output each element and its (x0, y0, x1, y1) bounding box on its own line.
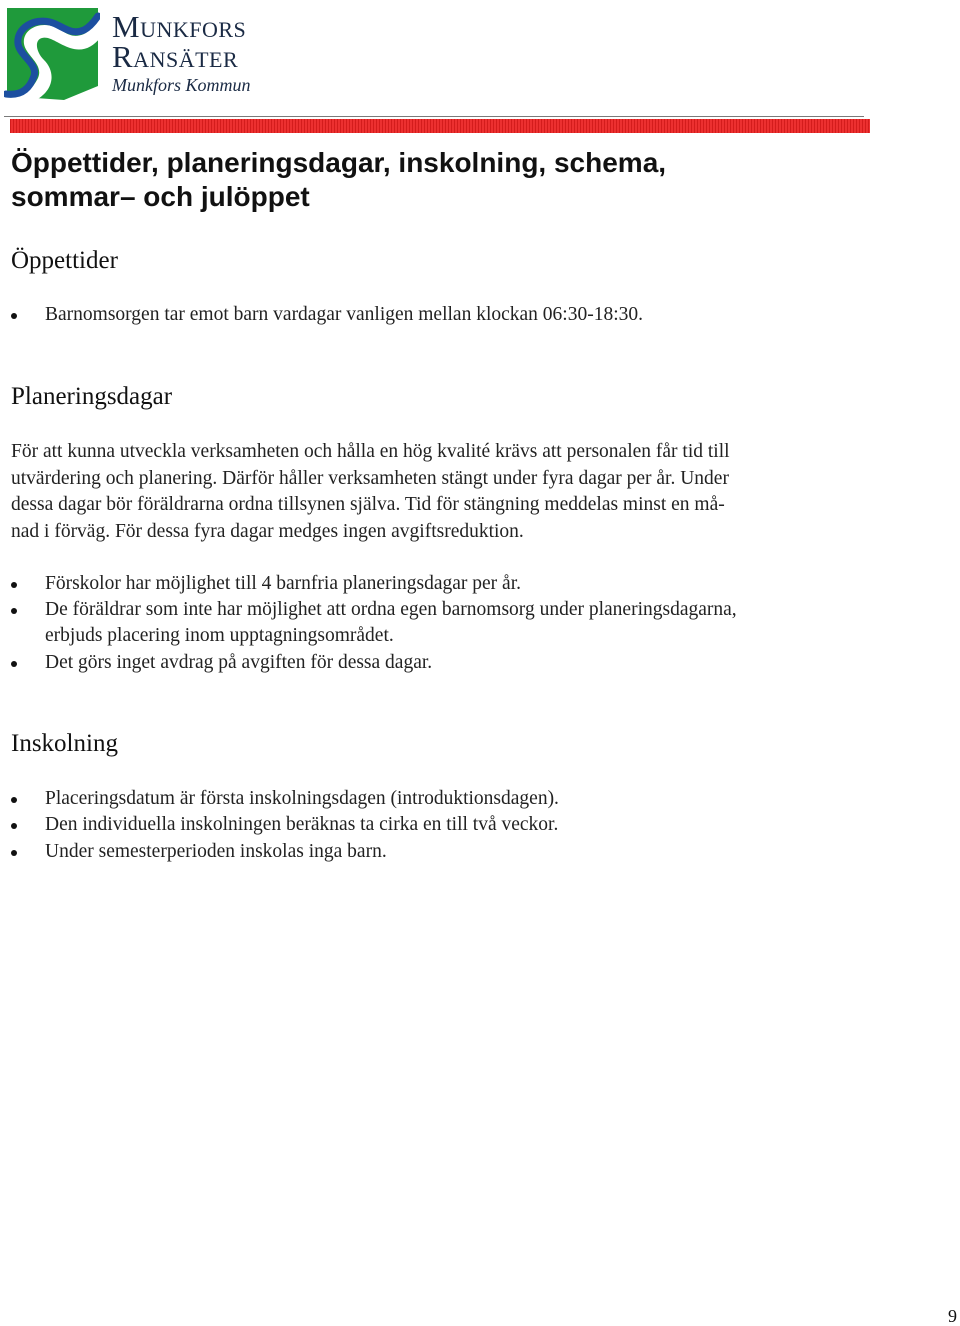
list-item-text: Barnomsorgen tar emot barn vardagar vanligen mellan klockan 06:30-18:30. (45, 304, 644, 325)
page-title-line-2: sommar– och julöppet (11, 181, 310, 212)
planning-paragraph (11, 439, 871, 545)
list-item-text: erbjuds placering inom upptagningsområdet. (45, 625, 394, 646)
page-number: 9 (948, 1306, 957, 1326)
brand-subtitle: Munkfors Kommun (112, 75, 251, 95)
paragraph-line: utvärdering och planering. Därför håller verksamheten stängt under fyra dagar per år. Under (11, 467, 729, 489)
bullet-icon (11, 797, 17, 803)
header-rule-line (4, 116, 864, 117)
bullet-icon (11, 823, 17, 829)
heading-planning-days: Planeringsdagar (11, 383, 173, 410)
list-item-text: Placeringsdatum är första inskolningsdagen (introduktionsdagen). (45, 788, 559, 809)
bullet-icon (11, 608, 17, 614)
bullet-icon (11, 661, 17, 667)
bullet-icon (11, 313, 17, 319)
paragraph-line: För att kunna utveckla verksamheten och hålla en hög kvalité krävs att personalen får tid till (11, 441, 730, 462)
heading-opening-hours: Öppettider (11, 247, 118, 274)
list-item-text: De föräldrar som inte har möjlighet att ordna egen barnomsorg under planeringsdagarna, (45, 599, 737, 620)
bullet-icon (11, 850, 17, 856)
list-item-text: Det görs inget avdrag på avgiften för dessa dagar. (45, 652, 433, 673)
bullet-icon (11, 582, 17, 588)
page-title (11, 146, 911, 214)
brand-line-1: Munkfors (112, 9, 247, 44)
list-item-text: Förskolor har möjlighet till 4 barnfria planeringsdagar per år. (45, 573, 521, 594)
list-item-text: Den individuella inskolningen beräknas ta cirka en till två veckor. (45, 814, 559, 835)
paragraph-line: dessa dagar bör föräldrarna ordna tillsynen själva. Tid för stängning meddelas minst en må- (11, 494, 725, 515)
page-title-line-1: Öppettider, planeringsdagar, inskolning, schema, (11, 147, 667, 178)
heading-introduction: Inskolning (11, 730, 118, 757)
header-rule-bar (10, 119, 870, 133)
paragraph-line: nad i förväg. För dessa fyra dagar medges ingen avgiftsreduktion. (11, 520, 524, 542)
municipality-logo (4, 4, 100, 102)
brand-wordmark (112, 9, 251, 96)
brand-line-2: Ransäter (112, 39, 239, 74)
list-item-text: Under semesterperioden inskolas inga barn. (45, 841, 387, 862)
header-rule (4, 116, 870, 134)
